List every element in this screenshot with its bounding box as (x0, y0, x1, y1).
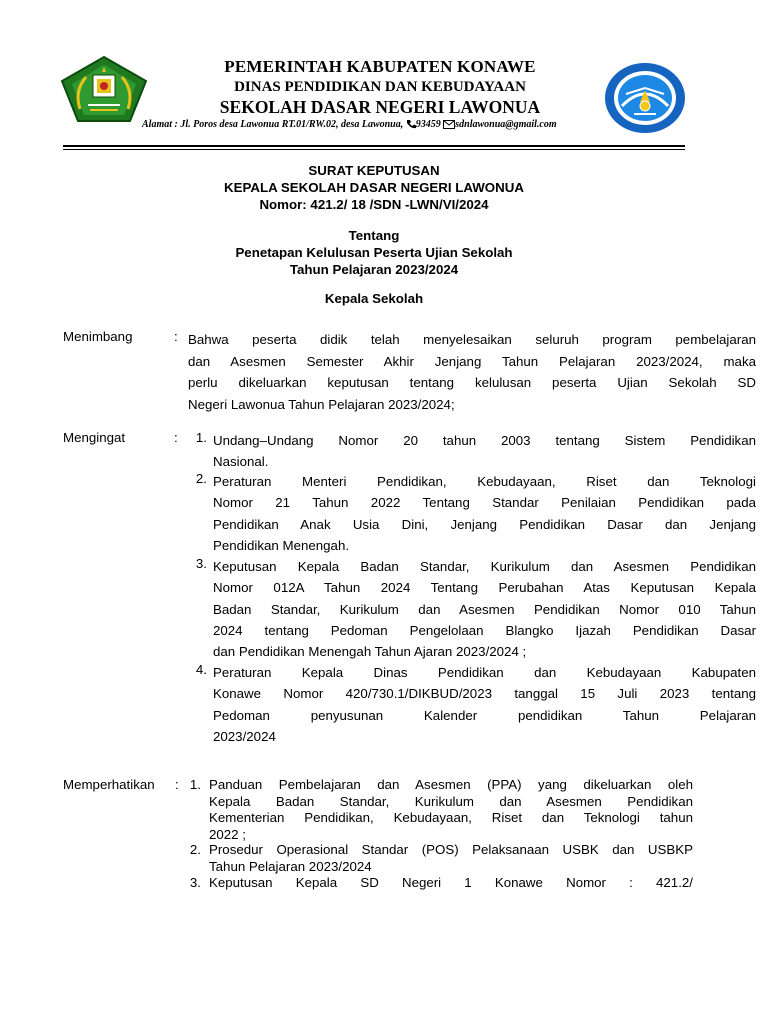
envelope-icon (443, 120, 455, 129)
section-colon: : (175, 777, 179, 792)
decree-subject (63, 227, 685, 278)
letterhead-rule-thick (63, 145, 685, 147)
text-line: Kementerian Pendidikan, Kebudayaan, Riset dan Teknologi tahun (209, 810, 693, 825)
text-line: Kepala Badan Standar, Kurikulum dan Asesmen Pendidikan (209, 793, 693, 809)
letterhead-rule-thin (63, 149, 685, 150)
phone-icon (406, 119, 416, 129)
school-email[interactable]: sdnlawonua@gmail.com (455, 119, 557, 130)
text-line: dan Asesmen Semester Akhir Jenjang Tahun Pelajaran 2023/2024, maka (188, 353, 756, 369)
subject-line1: Tentang (348, 228, 400, 243)
decree-title-line1: SURAT KEPUTUSAN (308, 163, 440, 178)
text-line: Keputusan Kepala SD Negeri 1 Konawe Nomor : 421.2/ (209, 875, 693, 890)
item-number: 2. (195, 471, 207, 486)
decree-title (63, 162, 685, 213)
item-text (213, 430, 756, 473)
letterhead-address (142, 119, 632, 130)
item-text (213, 471, 756, 556)
item-text (209, 842, 693, 875)
text-line: 2023/2024 (213, 728, 276, 744)
item-number: 2. (189, 842, 201, 857)
postal-code: 93459 (415, 119, 441, 130)
section-colon: : (174, 329, 178, 344)
letterhead-school-name: SEKOLAH DASAR NEGERI LAWONUA (219, 97, 541, 117)
text-line: 2024 tentang Pedoman Pengelolaan Blangko Ijazah Pendidikan Dasar (213, 622, 756, 638)
item-number: 4. (195, 662, 207, 677)
item-text (209, 875, 693, 892)
section-label: Mengingat (63, 430, 126, 445)
text-line: Peraturan Kepala Dinas Pendidikan dan Kebudayaan Kabupaten (213, 665, 756, 680)
text-line: dan Pendidikan Menengah Tahun Ajaran 2023/2024 ; (213, 644, 527, 660)
konawe-regency-emblem-icon (60, 55, 148, 123)
text-line: Bahwa peserta didik telah menyelesaikan seluruh program pembelajaran (188, 332, 756, 347)
section-colon: : (174, 430, 178, 445)
text-line: perlu dikeluarkan keputusan tentang kelulusan peserta Ujian Sekolah SD (188, 375, 756, 390)
text-line: Negeri Lawonua Tahun Pelajaran 2023/2024; (188, 396, 455, 412)
decree-number: Nomor: 421.2/ 18 /SDN -LWN/VI/2024 (259, 197, 489, 212)
text-line: Keputusan Kepala Badan Standar, Kurikulum dan Asesmen Pendidikan (213, 559, 756, 574)
item-text (209, 777, 693, 843)
item-number: 3. (189, 875, 201, 890)
text-line: Prosedur Operasional Standar (POS) Pelaksanaan USBK dan USBKP (209, 842, 693, 857)
text-line: Nomor 21 Tahun 2022 Tentang Standar Penilaian Pendidikan pada (213, 495, 756, 511)
item-number: 1. (189, 777, 201, 792)
text-line: Tahun Pelajaran 2023/2024 (209, 858, 372, 874)
menimbang-text (188, 329, 756, 415)
item-number: 3. (195, 556, 207, 571)
text-line: Peraturan Menteri Pendidikan, Kebudayaan, Riset dan Teknologi (213, 474, 756, 489)
section-label: Menimbang (63, 329, 133, 344)
text-line: Badan Standar, Kurikulum dan Asesmen Pendidikan Nomor 010 Tahun (213, 601, 756, 617)
address-text: Alamat : Jl. Poros desa Lawonua RT.01/RW.02, desa Lawonua, (142, 119, 406, 130)
item-text (213, 556, 756, 662)
text-line: Panduan Pembelajaran dan Asesmen (PPA) yang dikeluarkan oleh (209, 777, 693, 792)
subject-line3: Tahun Pelajaran 2023/2024 (289, 262, 459, 277)
section-label: Memperhatikan (63, 777, 155, 792)
subject-line2: Penetapan Kelulusan Peserta Ujian Sekolah (235, 245, 513, 260)
tut-wuri-handayani-emblem-icon (604, 62, 686, 134)
text-line: 2022 ; (209, 826, 246, 842)
letterhead-government: PEMERINTAH KABUPATEN KONAWE (224, 57, 536, 76)
letterhead (0, 0, 768, 150)
decree-issuer: Kepala Sekolah (324, 291, 424, 306)
text-line: Nasional. (213, 454, 269, 470)
item-text (213, 662, 756, 747)
text-line: Nomor 012A Tahun 2024 Tentang Perubahan Atas Keputusan Kepala (213, 580, 756, 596)
letterhead-department: DINAS PENDIDIKAN DAN KEBUDAYAAN (234, 79, 526, 95)
text-line: Undang–Undang Nomor 20 tahun 2003 tentang Sistem Pendidikan (213, 433, 756, 448)
text-line: Pendidikan Anak Usia Dini, Jenjang Pendidikan Dasar dan Jenjang (213, 516, 756, 532)
text-line: Pendidikan Menengah. (213, 537, 350, 553)
text-line: Pedoman penyusunan Kalender pendidikan Tahun Pelajaran (213, 707, 756, 723)
text-line: Konawe Nomor 420/730.1/DIKBUD/2023 tanggal 15 Juli 2023 tentang (213, 686, 756, 702)
item-number: 1. (195, 430, 207, 445)
decree-title-line2: KEPALA SEKOLAH DASAR NEGERI LAWONUA (224, 180, 524, 195)
